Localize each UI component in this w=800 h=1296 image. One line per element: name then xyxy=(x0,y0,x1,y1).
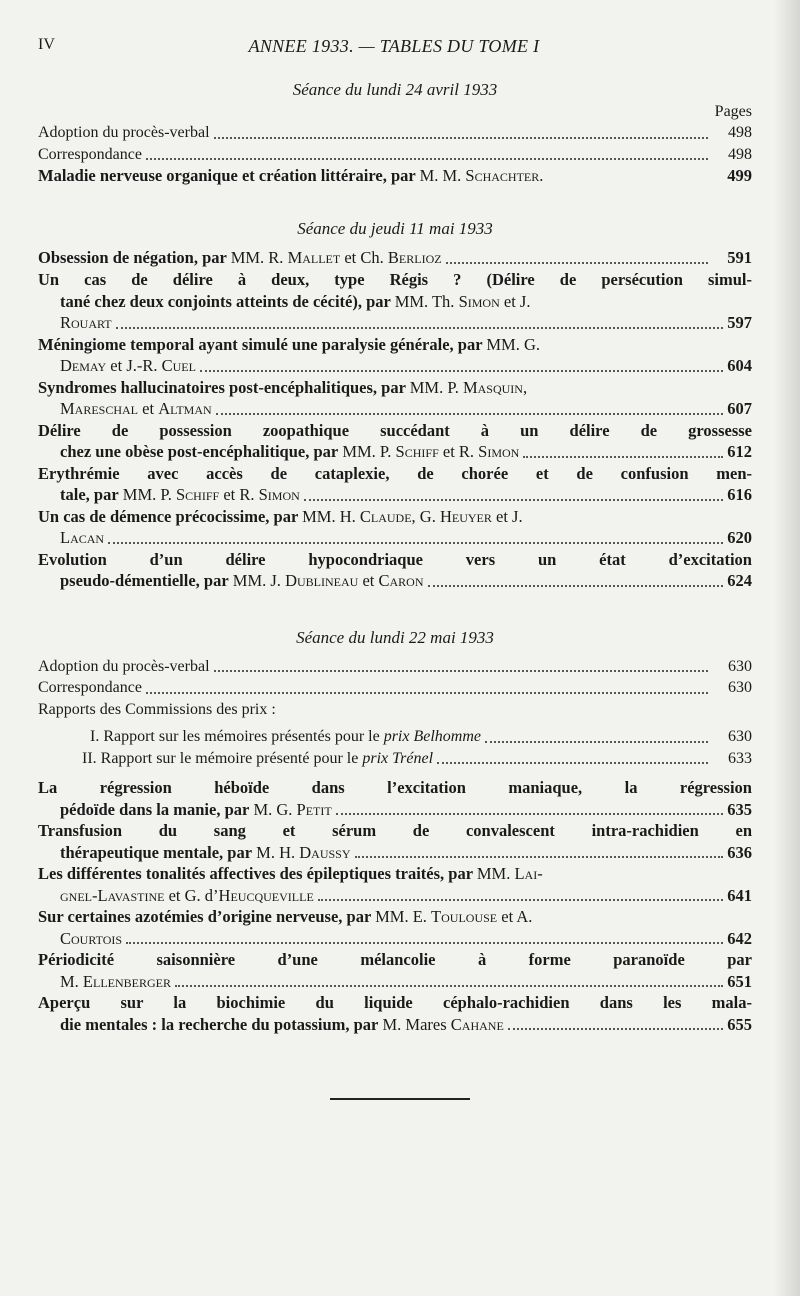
page-number: 498 xyxy=(728,124,752,141)
toc-entry: Erythrémie avec accès de cataplexie, de chorée et de confusion men- tale, par MM. P. Schiff et R. Simon 616 xyxy=(38,463,752,504)
dot-leader xyxy=(437,762,708,764)
toc-entry: Un cas de démence précocissime, par MM. H. Claude, G. Heuyer et J. Lacan 620 xyxy=(38,506,752,547)
toc-entry: Obsession de négation, par MM. R. Mallet et Ch. Berlioz 591 xyxy=(38,248,752,267)
dot-leader xyxy=(336,813,724,815)
toc-entry: La régression héboïde dans l’excitation maniaque, la régression pédoïde dans la manie, par M. G. Petit 635 xyxy=(38,778,752,819)
toc-entry: Maladie nerveuse organique et création littéraire, par M. M. Schachter. 499 xyxy=(38,166,752,185)
page-number: 612 xyxy=(727,442,752,461)
page-number: 630 xyxy=(728,657,752,675)
page-edge-shadow xyxy=(774,0,800,1296)
toc-entry: Les différentes tonalités affectives des épileptiques traités, par MM. Lai- gnel-Lavastine et G. d’ Heucqueville 641 xyxy=(38,864,752,905)
page-number: 624 xyxy=(727,571,752,590)
toc-entry: Méningiome temporal ayant simulé une paralysie générale, par MM. G. Demay et J.-R. Cuel 604 xyxy=(38,334,752,375)
page-number: 642 xyxy=(727,928,752,948)
dot-leader xyxy=(200,370,723,372)
running-title: ANNEE 1933. — TABLES DU TOME I xyxy=(248,36,540,56)
dot-leader xyxy=(175,985,723,987)
page-number: 651 xyxy=(727,971,752,991)
dot-leader xyxy=(108,542,723,544)
dot-leader xyxy=(146,692,708,694)
page-number: 635 xyxy=(727,799,752,819)
toc-entry: Un cas de délire à deux, type Régis ? (Délire de persécution simul- tané chez deux conjoints atteints de cécité), par MM. Th. Simon et J. Rouart 597 xyxy=(38,270,752,332)
page-number: 620 xyxy=(727,528,752,547)
page-number: 499 xyxy=(727,166,752,185)
toc-entry: Correspondance 630 xyxy=(38,677,752,699)
toc-subentry: II. Rapport sur le mémoire présenté pour le prix Trénel 633 xyxy=(38,748,752,770)
page-number: 630 xyxy=(728,728,752,745)
dot-leader xyxy=(146,158,708,160)
dot-leader xyxy=(428,585,724,587)
page-header xyxy=(38,36,750,60)
dot-leader xyxy=(446,262,708,264)
page-number: 607 xyxy=(727,399,752,418)
page-number: 604 xyxy=(727,356,752,375)
dot-leader xyxy=(216,413,724,415)
page-number: 591 xyxy=(727,248,752,267)
dot-leader xyxy=(355,856,724,858)
page-number: 641 xyxy=(727,885,752,905)
page-number: 630 xyxy=(728,679,752,696)
dot-leader xyxy=(508,1028,723,1030)
dot-leader xyxy=(485,741,708,743)
toc-entry: Adoption du procès-verbal 498 xyxy=(38,122,752,144)
toc-entry: Délire de possession zoopathique succédant à un délire de grossesse chez une obèse post-encéphalitique, par MM. P. Schiff et R. Simon 612 xyxy=(38,420,752,461)
session-heading: Séance du lundi 24 avril 1933 xyxy=(292,80,498,99)
toc-entry: Rapports des Commissions des prix : xyxy=(38,700,276,718)
dot-leader xyxy=(318,899,723,901)
toc-entry: Sur certaines azotémies d’origine nerveuse, par MM. E. Toulouse et A. Courtois 642 xyxy=(38,907,752,948)
toc-entry: Aperçu sur la biochimie du liquide céphalo-rachidien dans les mala- die mentales : la recherche du potassium, par M. Mares Cahane 655 xyxy=(38,993,752,1034)
table-of-contents xyxy=(38,78,752,1035)
page-number: 498 xyxy=(728,145,752,163)
toc-entry: Evolution d’un délire hypocondriaque vers un état d’excitation pseudo-démentielle, par MM. J. Dublineau et Caron 624 xyxy=(38,549,752,590)
page-number: 633 xyxy=(728,749,752,767)
dot-leader xyxy=(523,456,723,458)
session-heading: Séance du jeudi 11 mai 1933 xyxy=(297,219,493,238)
dot-leader xyxy=(214,670,708,672)
toc-entry: Adoption du procès-verbal 630 xyxy=(38,656,752,678)
folio: IV xyxy=(38,36,55,53)
session-heading: Séance du lundi 22 mai 1933 xyxy=(296,627,494,647)
toc-entry: Correspondance 498 xyxy=(38,144,752,166)
dot-leader xyxy=(214,137,708,139)
page-number: 616 xyxy=(727,485,752,504)
pages-column-label: Pages xyxy=(714,103,752,120)
toc-entry: Périodicité saisonnière d’une mélancolie à forme paranoïde par M. Ellenberger 651 xyxy=(38,950,752,991)
page-number: 655 xyxy=(727,1014,752,1034)
toc-entry: Transfusion du sang et sérum de convalescent intra-rachidien en thérapeutique mentale, par M. H. Daussy 636 xyxy=(38,821,752,862)
dot-leader xyxy=(126,942,723,944)
toc-subentry: I. Rapport sur les mémoires présentés pour le prix Belhomme 630 xyxy=(38,726,752,748)
page-number: 636 xyxy=(727,842,752,862)
toc-entry: Syndromes hallucinatoires post-encéphalitiques, par MM. P. Masquin, Mareschal et Altman 607 xyxy=(38,377,752,418)
dot-leader xyxy=(116,327,724,329)
dot-leader xyxy=(304,499,723,501)
closing-rule xyxy=(330,1098,470,1100)
page-number: 597 xyxy=(727,313,752,332)
